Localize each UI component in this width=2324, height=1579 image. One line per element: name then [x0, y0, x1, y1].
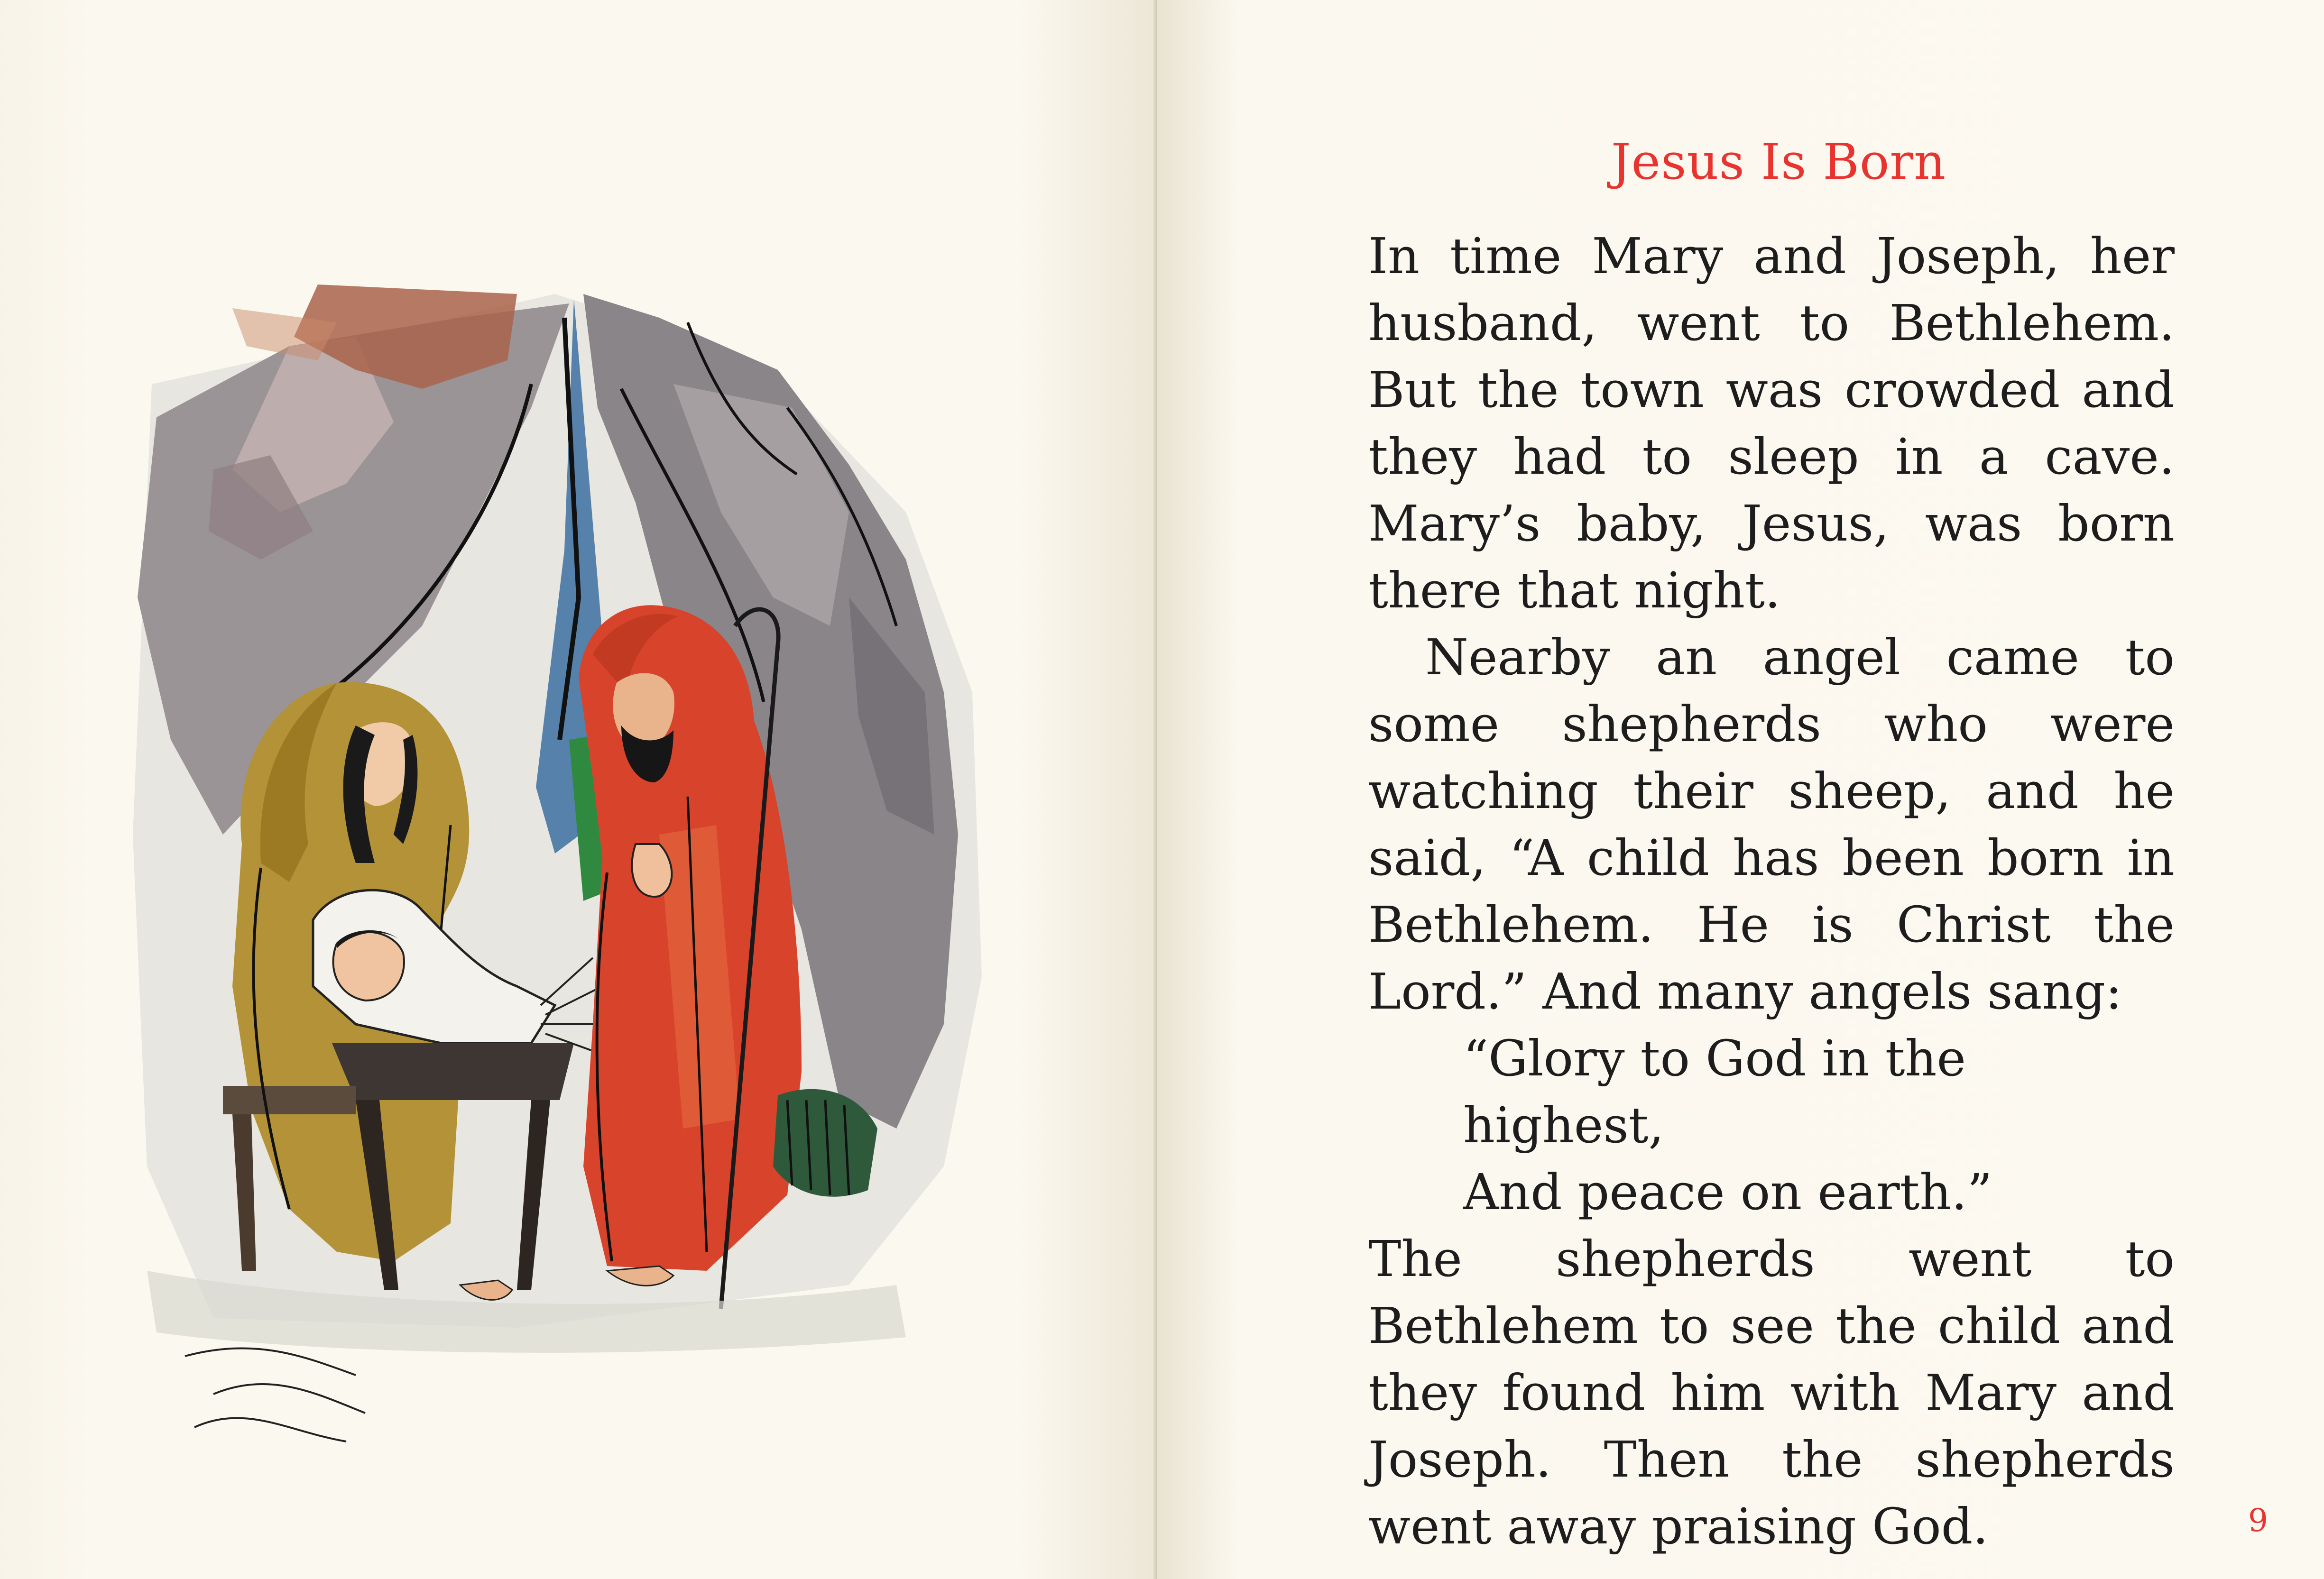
story-text: [1368, 223, 2175, 1560]
angel-song: [1368, 1025, 2175, 1226]
story-paragraph: In time Mary and Joseph, her husband, went to Bethlehem. But the town was crowded and they had to sleep in a cave. Mary’s baby, Jesus, was born there that night.: [1368, 227, 2175, 619]
story-paragraph: Nearby an angel came to some shepherds who were watching their sheep, and he said, “A child has been born in Bethlehem. He is Christ the Lord.” And many angels sang:: [1368, 628, 2175, 1020]
story-paragraph: The shepherds went to Bethlehem to see the child and they found him with Mary and Joseph. Then the shepherds went away praising God.: [1368, 1230, 2175, 1555]
nativity-illustration: [90, 266, 1015, 1460]
left-page: [0, 0, 1157, 1579]
angel-song-line: And peace on earth.”: [1463, 1163, 1992, 1221]
angel-song-line: “Glory to God in the highest,: [1463, 1029, 1966, 1154]
page-number: 9: [2248, 1502, 2268, 1539]
page-title: Jesus Is Born: [1611, 133, 1946, 191]
